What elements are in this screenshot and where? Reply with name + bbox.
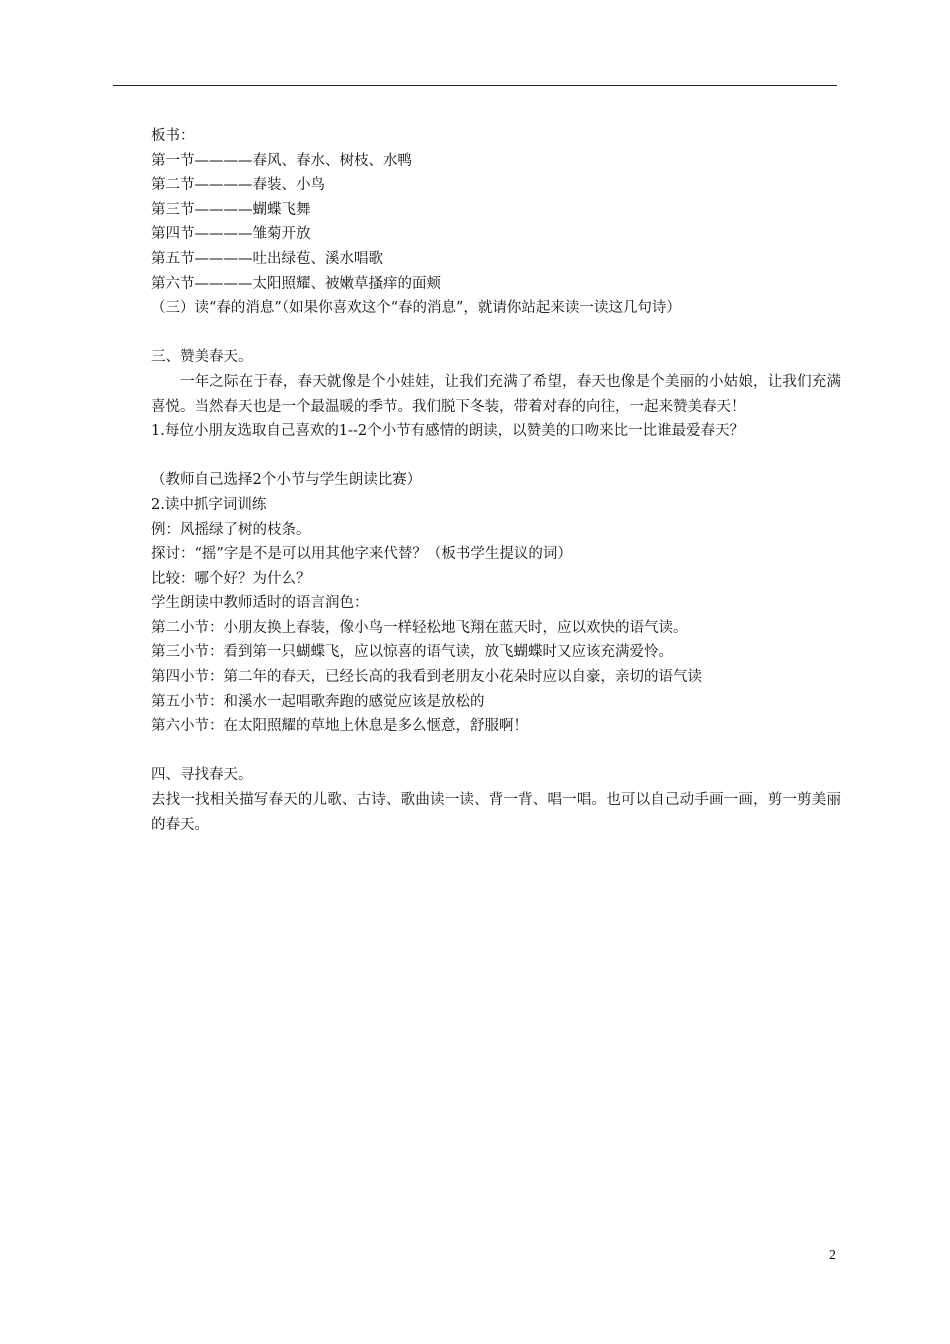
board-line-2: 第二节————春装、小鸟 — [151, 177, 325, 194]
section-4-paragraph: 去找一找相关描写春天的儿歌、古诗、歌曲读一读、背一背、唱一唱。也可以自己动手画一画，剪一剪美丽的春天。 — [151, 792, 841, 833]
header-rule — [113, 85, 837, 86]
polish-line-3: 第三小节：看到第一只蝴蝶飞，应以惊喜的语气读，放飞蝴蝶时又应该充满爱怜。 — [151, 644, 673, 661]
section-3-item-1: 1.每位小朋友选取自己喜欢的1--2个小节有感情的朗读，以赞美的口吻来比一比谁最爱春天？ — [151, 423, 745, 440]
board-line-1: 第一节————春风、春水、树枝、水鸭 — [151, 152, 412, 169]
board-line-5: 第五节————吐出绿苞、溪水唱歌 — [151, 250, 383, 267]
board-heading: 板书： — [151, 128, 195, 144]
example-line: 例：风摇绿了树的枝条。 — [151, 521, 311, 538]
page-number: 2 — [829, 1248, 836, 1263]
polish-line-4: 第四小节：第二年的春天，已经长高的我看到老朋友小花朵时应以自豪，亲切的语气读 — [151, 669, 702, 686]
polish-line-5: 第五小节：和溪水一起唱歌奔跑的感觉应该是放松的 — [151, 693, 485, 710]
read-note: （三）读“春的消息”（如果你喜欢这个“春的消息”，就请你站起来读一读这几句诗） — [151, 300, 681, 317]
section-3-heading: 三、赞美春天。 — [151, 349, 253, 366]
board-line-3: 第三节————蝴蝶飞舞 — [151, 201, 311, 218]
section-3-paragraph: 一年之际在于春，春天就像是个小娃娃，让我们充满了希望，春天也像是个美丽的小姑娘，让我们充满喜悦。当然春天也是一个最温暖的季节。我们脱下冬装，带着对春的向往，一起来赞美春天！ — [151, 373, 841, 415]
polish-line-6: 第六小节：在太阳照耀的草地上休息是多么惬意，舒服啊！ — [151, 718, 528, 735]
board-line-6: 第六节————太阳照耀、被嫩草搔痒的面颊 — [151, 275, 441, 292]
board-line-4: 第四节————雏菊开放 — [151, 226, 311, 243]
discuss-line: 探讨：“摇”字是不是可以用其他字来代替？（板书学生提议的词） — [151, 546, 572, 563]
spacer — [151, 444, 841, 469]
compare-line: 比较：哪个好？为什么？ — [151, 570, 311, 587]
spacer — [151, 321, 841, 346]
section-4-heading: 四、寻找春天。 — [151, 767, 253, 784]
spacer — [151, 739, 841, 764]
document-body — [151, 124, 841, 837]
polish-intro: 学生朗读中教师适时的语言润色： — [151, 595, 369, 612]
section-3-item-2: 2.读中抓字词训练 — [151, 496, 267, 513]
teacher-note: （教师自己选择2个小节与学生朗读比赛） — [151, 472, 422, 489]
polish-line-2: 第二小节：小朋友换上春装，像小鸟一样轻松地飞翔在蓝天时，应以欢快的语气读。 — [151, 619, 688, 636]
